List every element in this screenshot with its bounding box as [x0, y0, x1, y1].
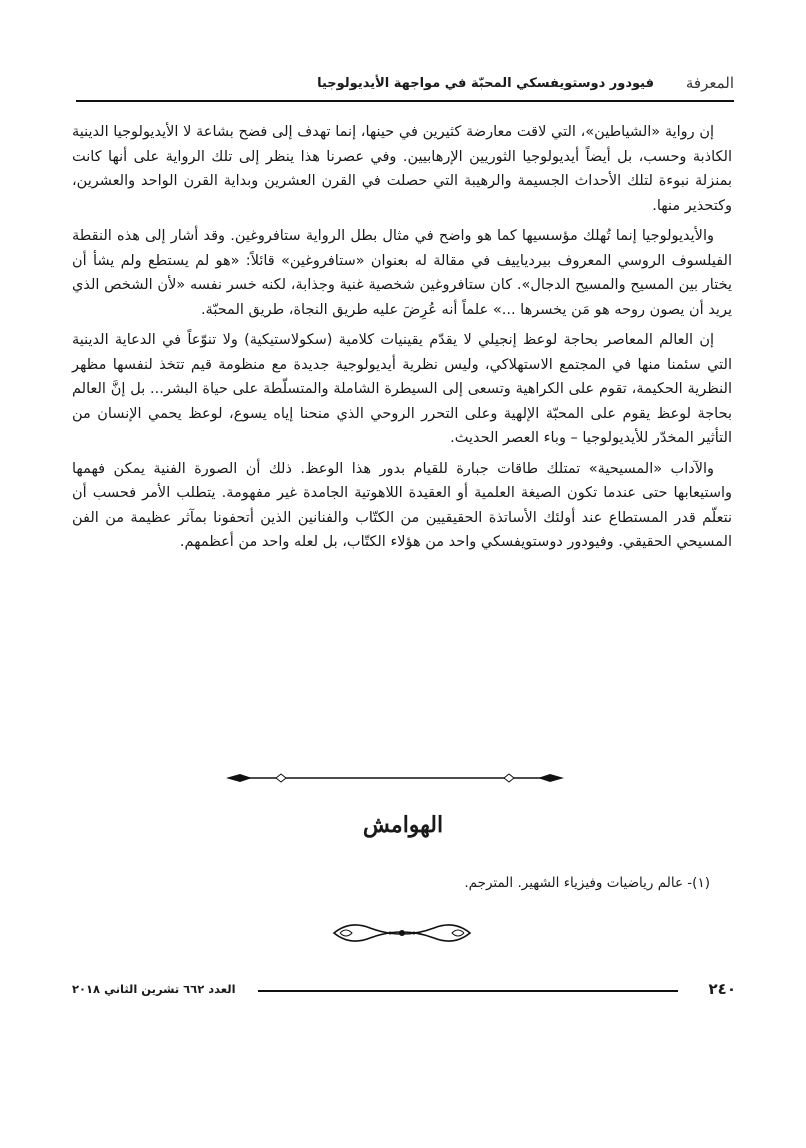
- paragraph: إن العالم المعاصر بحاجة لوعظ إنجيلي لا يقدّم يقينيات كلامية (سكولاستيكية) ولا تنوّعاً في الدعاية الدينية التي سئمنا منها في المجتمع الاستهلاكي، وليس نظرية أيديولوجية جديدة مع منظومة قيم تتخذ لنفسها مظهر النظرية الحكيمة، تقوم على الكراهية وتسعى إلى السيطرة الشاملة والمتسلّطة على حياة البشر... بل إنَّ العالم بحاجة لوعظ يقوم على المحبّة الإلهية وعلى التحرر الروحي الذي منحنا إياه يسوع، لوعظ يحمي الإنسان من التأثير المخدّر للأيديولوجيا – وباء العصر الحديث.: [72, 332, 732, 446]
- page-footer: [72, 980, 736, 1000]
- notes-heading: الهوامش: [362, 812, 444, 838]
- divider-ornament: [226, 772, 564, 784]
- running-header: [76, 72, 734, 102]
- header-rule: [76, 100, 734, 102]
- footnote: (١)- عالم رياضيات وفيزياء الشهير. المترجم.: [464, 875, 710, 891]
- paragraph: والأيديولوجيا إنما تُهلك مؤسسيها كما هو واضح في مثال بطل الرواية ستافروغين. وقد أشار إلى هذه النقطة الفيلسوف الروسي المعروف بيردياييف في مقالة له بعنوان «ستافروغين» قائلاً: «هو لم يستطع ولم يشأ أن يختار بين المسيح والمسيح الدجال». كان ستافروغين شخصية غنية وجذابة، لكنه خسر نفسه «لأن الشخص الذي يريد أن يصون روحه هو مَن يخسرها ...» علماً أنه عُرِضَ عليه طريق النجاة، طريق المحبّة.: [72, 228, 732, 318]
- page-number: ٢٤٠: [708, 980, 736, 998]
- footer-rule: [258, 990, 678, 992]
- paragraph: إن رواية «الشياطين»، التي لاقت معارضة كثيرين في حينها، إنما تهدف إلى فضح بشاعة لا الأيديولوجيا الدينية الكاذبة وحسب، بل أيضاً أيديولوجيا الثوريين الإرهابيين. وفي عصرنا هذا ينظر إلى تلك الرواية على أنها كانت بمنزلة نبوءة لتلك الأحداث الجسيمة والرهيبة التي حصلت في القرن العشرين وبداية القرن الواحد والعشرين، وكتحذير منها.: [72, 124, 732, 214]
- issue-info: العدد ٦٦٢ تشرين الثاني ٢٠١٨: [72, 982, 236, 996]
- paragraph: والآداب «المسيحية» تمتلك طاقات جبارة للقيام بدور هذا الوعظ. ذلك أن الصورة الفنية يمكن فهمها واستيعابها حتى عندما تكون الصيغة العلمية أو العقيدة اللاهوتية الجامدة غير مفهومة. يتطلب الأمر فحسب أن نتعلّم قدر المستطاع عند أولئك الأساتذة الحقيقيين من الكتّاب والفنانين الذين أتحفونا بمآثر عظيمة من الفن المسيحي الحقيقي. وفيودور دوستويفسكي واحد من هؤلاء الكتّاب، بل لعله واحد من أعظمهم.: [72, 460, 732, 550]
- magazine-logo: المعرفة: [685, 74, 734, 92]
- article-body: [72, 120, 732, 561]
- scroll-ornament: [330, 918, 474, 948]
- article-title: فيودور دوستويفسكي المحبّة في مواجهة الأيديولوجيا: [317, 76, 654, 91]
